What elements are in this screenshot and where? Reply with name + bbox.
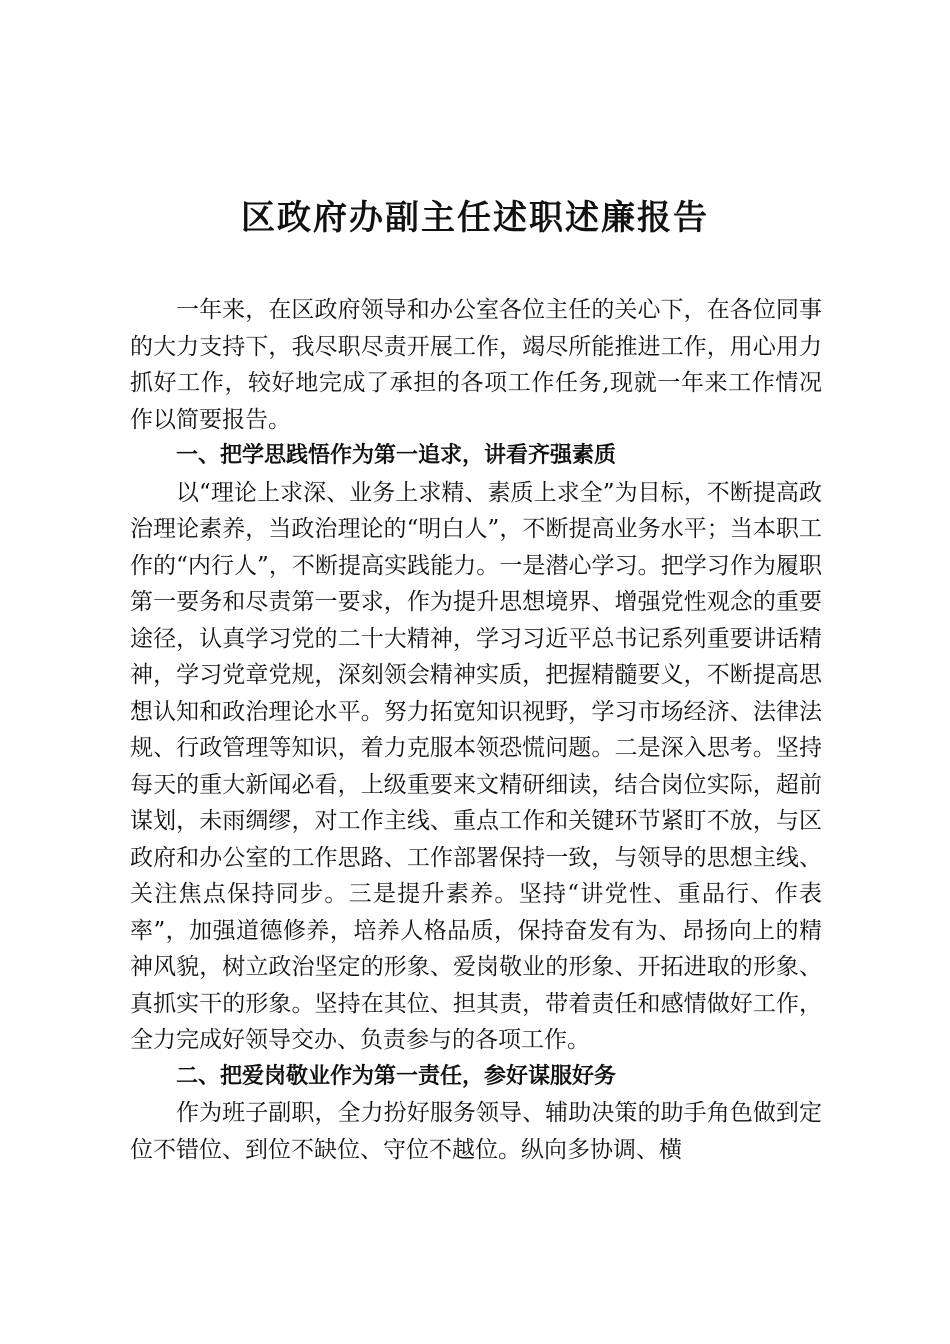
section-heading-2: 二、把爱岗敬业作为第一责任，参好谋服好务 [176,1063,617,1089]
document-body [130,292,822,1168]
intro-paragraph: 一年来，在区政府领导和办公室各位主任的关心下，在各位同事的大力支持下，我尽职尽责开展工作，竭尽所能推进工作，用心用力抓好工作，较好地完成了承担的各项工作任务,现就一年来工作情况作以简要报告。 [130,297,822,433]
section-heading-1: 一、把学思践悟作为第一追求，讲看齐强素质 [176,443,617,468]
section-1-paragraph: 以“理论上求深、业务上求精、素质上求全”为目标，不断提高政治理论素养，当政治理论的“明白人”，不断提高业务水平；当本职工作的“内行人”，不断提高实践能力。一是潜心学习。把学习作为履职第一要务和尽责第一要求，作为提升思想境界、增强党性观念的重要途径，认真学习党的二十大精神，学习习近平总书记系列重要讲话精神，学习党章党规，深刻领会精神实质，把握精髓要义，不断提高思想认知和政治理论水平。努力拓宽知识视野，学习市场经济、法律法规、行政管理等知识，着力克服本领恐慌问题。二是深入思考。坚持每天的重大新闻必看，上级重要来文精研细读，结合岗位实际，超前谋划，未雨绸缪，对工作主线、重点工作和关键环节紧盯不放，与区政府和办公室的工作思路、工作部署保持一致，与领导的思想主线、关注焦点保持同步。三是提升素养。坚持“讲党性、重品行、作表率”，加强道德修养，培养人格品质，保持奋发有为、昂扬向上的精神风貌，树立政治坚定的形象、爱岗敬业的形象、开拓进取的形象、真抓实干的形象。坚持在其位、担其责，带着责任和感情做好工作，全力完成好领导交办、负责参与的各项工作。 [130,479,822,1053]
section-2-paragraph: 作为班子副职，全力扮好服务领导、辅助决策的助手角色做到定位不错位、到位不缺位、守位不越位。纵向多协调、横 [130,1100,822,1163]
document-title: 区政府办副主任述职述廉报告 [241,198,709,238]
